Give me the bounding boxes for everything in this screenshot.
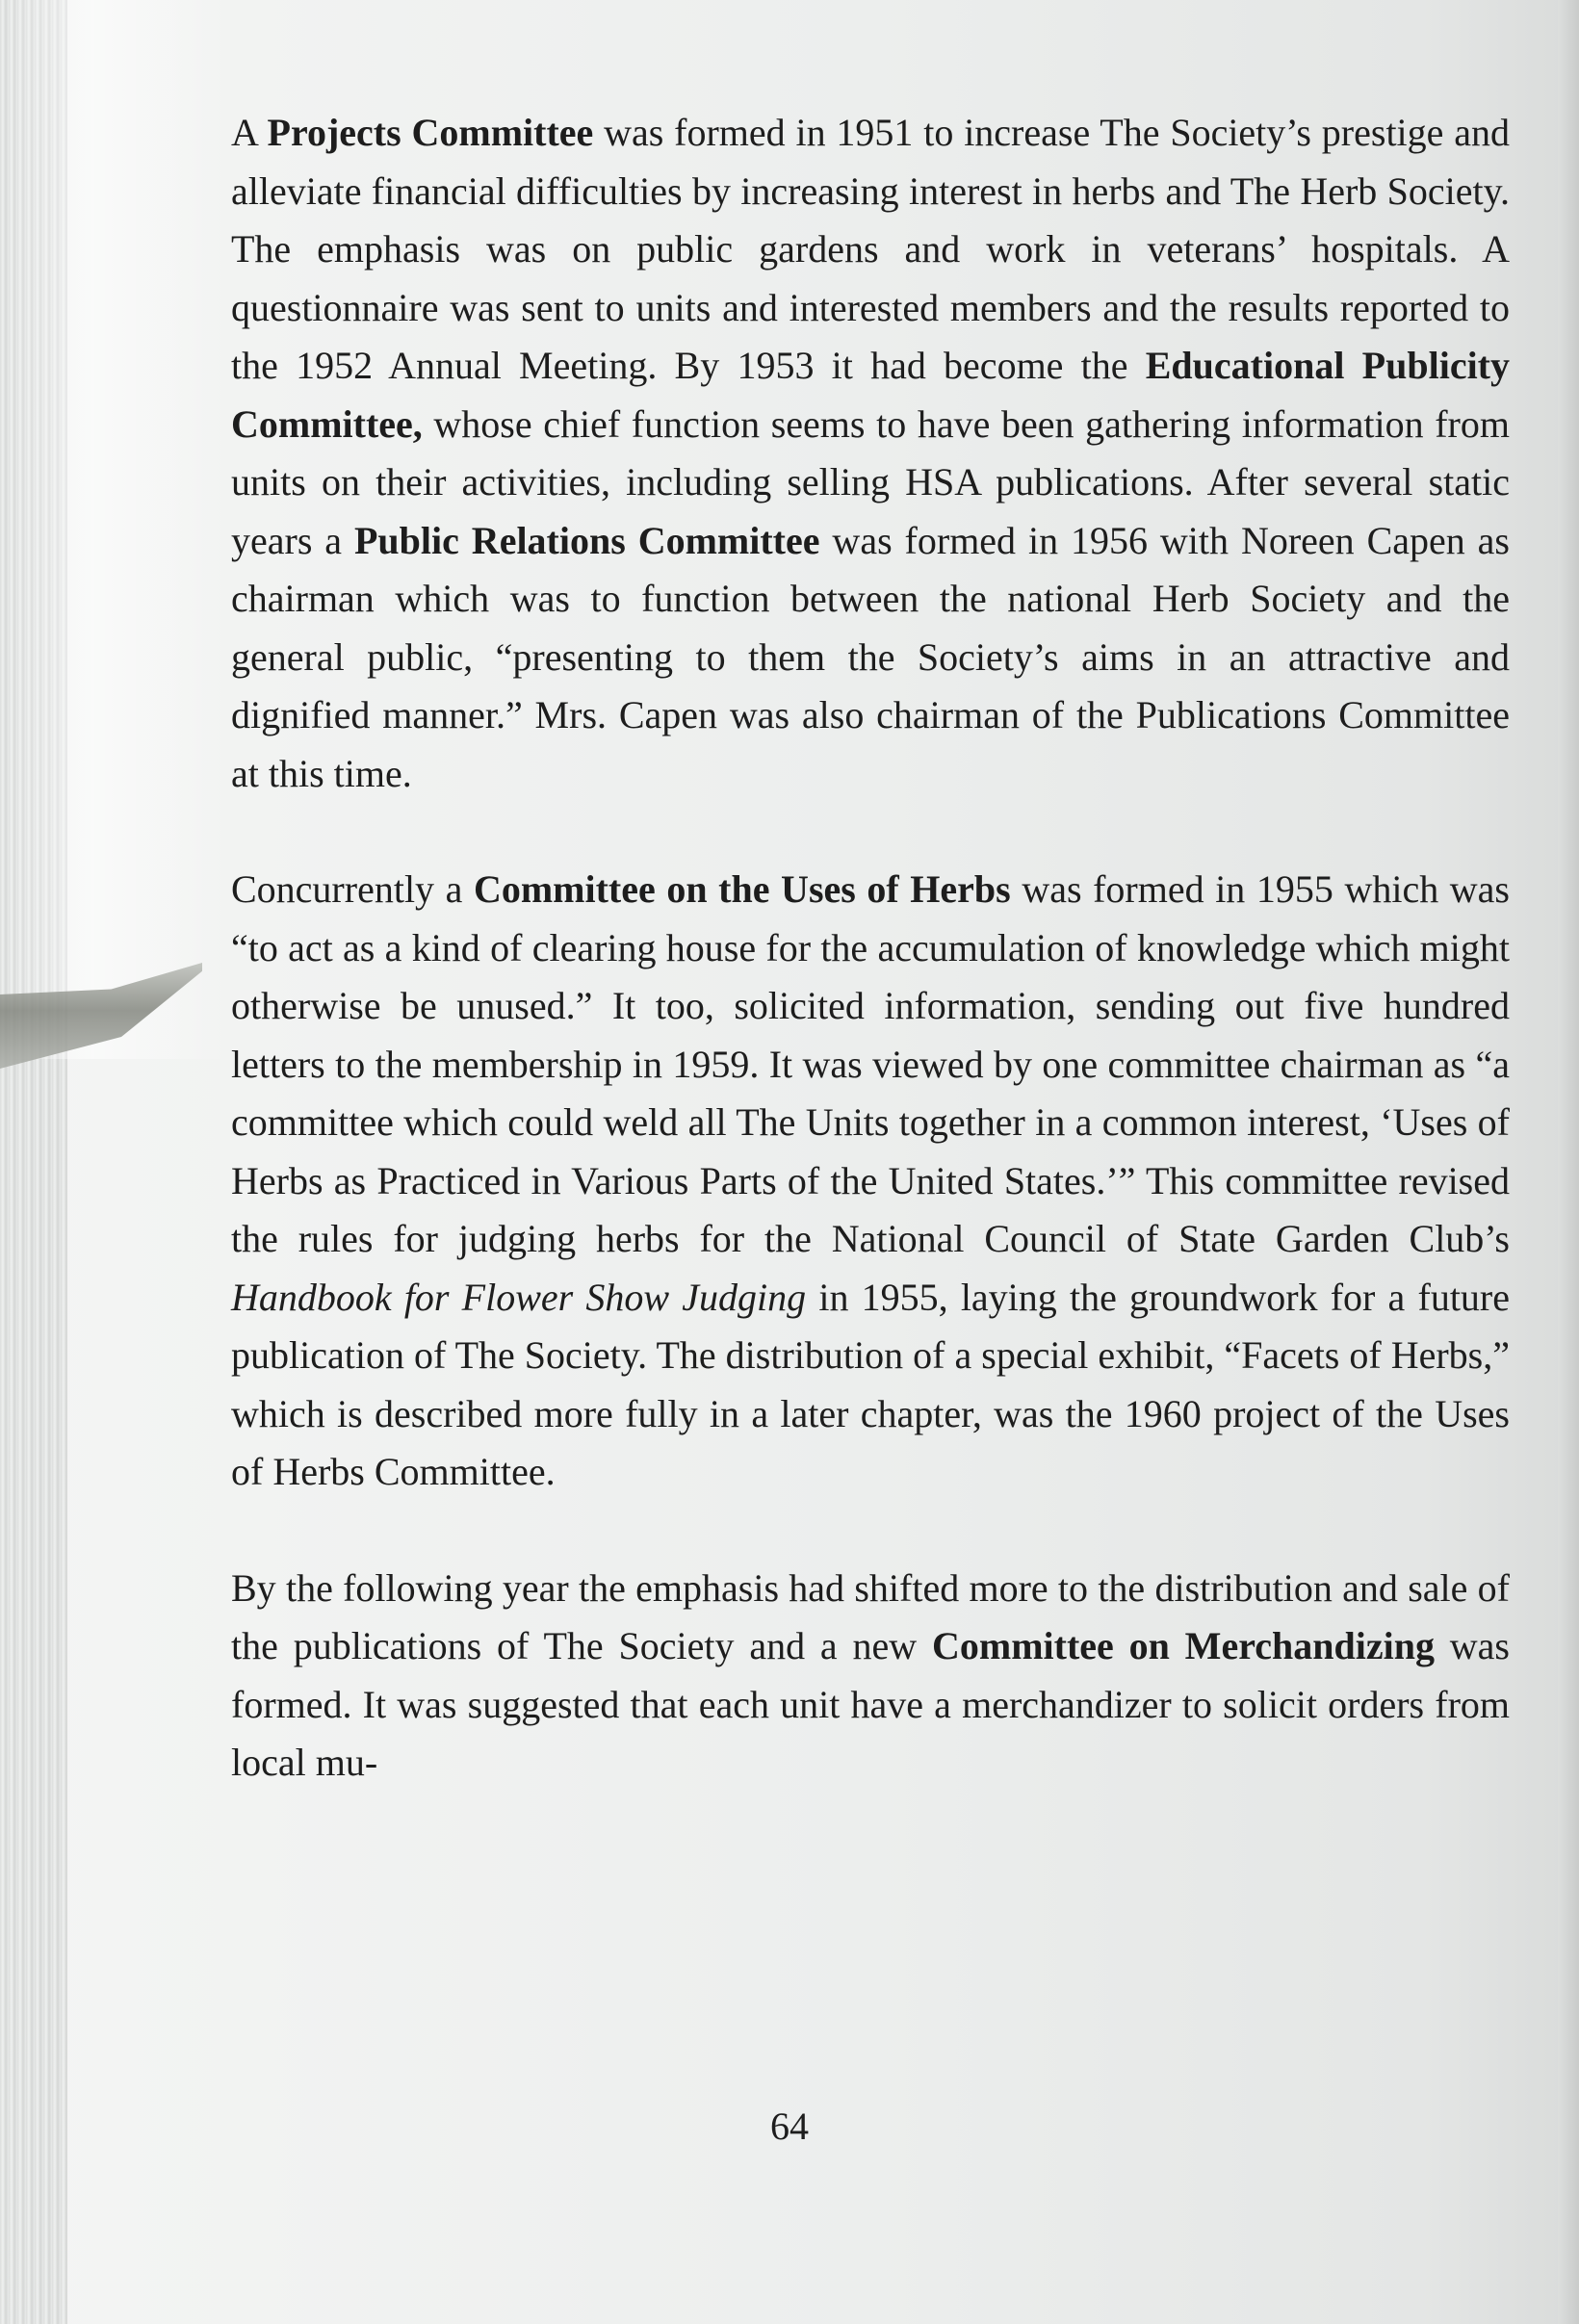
- text-segment: was formed. It was suggested that each unit have a merchandizer to solicit orders from local mu-: [231, 1624, 1510, 1784]
- paragraph-projects-committee: [231, 104, 1510, 803]
- text-segment: Concurrently a: [231, 867, 474, 911]
- committee-name: Projects Committee: [267, 111, 594, 154]
- committee-name: Committee on Merchandizing: [931, 1624, 1435, 1667]
- text-segment: A: [231, 111, 268, 154]
- committee-name: Public Relations Committee: [353, 518, 820, 562]
- committee-name: Educational Publicity Committee,: [231, 344, 1511, 446]
- paragraph-merchandizing: [231, 1560, 1510, 1793]
- text-segment: in 1955, laying the groundwork for a future publication of The Society. The distribution of a special exhibit, “Facets of Herbs,” which is described more fully in a later chapter, was the 1960 project of the Uses of Herbs Committee.: [231, 1275, 1511, 1493]
- committee-name: Committee on the Uses of Herbs: [473, 867, 1011, 911]
- book-title: Handbook for Flower Show Judging: [231, 1275, 807, 1319]
- page-body-text: [231, 104, 1510, 1850]
- text-segment: was formed in 1951 to increase The Society’s prestige and alleviate financial difficulties by increasing interest in herbs and The Herb Society. The emphasis was on public gardens and work in veterans’ hospitals. A questionnaire was sent to units and interested members and the results reported to the 1952 Annual Meeting. By 1953 it had become the: [231, 111, 1510, 387]
- text-segment: whose chief function seems to have been gathering information from units on their activities, including selling HSA publications. After several static years a: [231, 401, 1510, 562]
- paragraph-uses-of-herbs: [231, 861, 1510, 1502]
- page-right-edge: [1558, 0, 1579, 2324]
- page-light-reflection: [0, 0, 231, 1059]
- text-segment: was formed in 1955 which was “to act as a kind of clearing house for the accumulation of knowledge which might otherwise be unused.” It too, solicited information, sending out five hundred letters to the membership in 1959. It was viewed by one committee chairman as “a committee which could weld all The Units together in a common interest, ‘Uses of Herbs as Practiced in Various Parts of the United States.’” This committee revised the rules for judging herbs for the National Council of State Garden Club’s: [231, 867, 1511, 1260]
- page-number: 64: [770, 2105, 809, 2148]
- text-segment: was formed in 1956 with Noreen Capen as chairman which was to function between the national Herb Society and the general public, “presenting to them the Society’s aims in an attractive and dignified manner.” Mrs. Capen was also chairman of the Publications Committee at this time.: [231, 518, 1510, 795]
- text-segment: By the following year the emphasis had shifted more to the distribution and sale of the publications of The Society and a new: [231, 1565, 1510, 1667]
